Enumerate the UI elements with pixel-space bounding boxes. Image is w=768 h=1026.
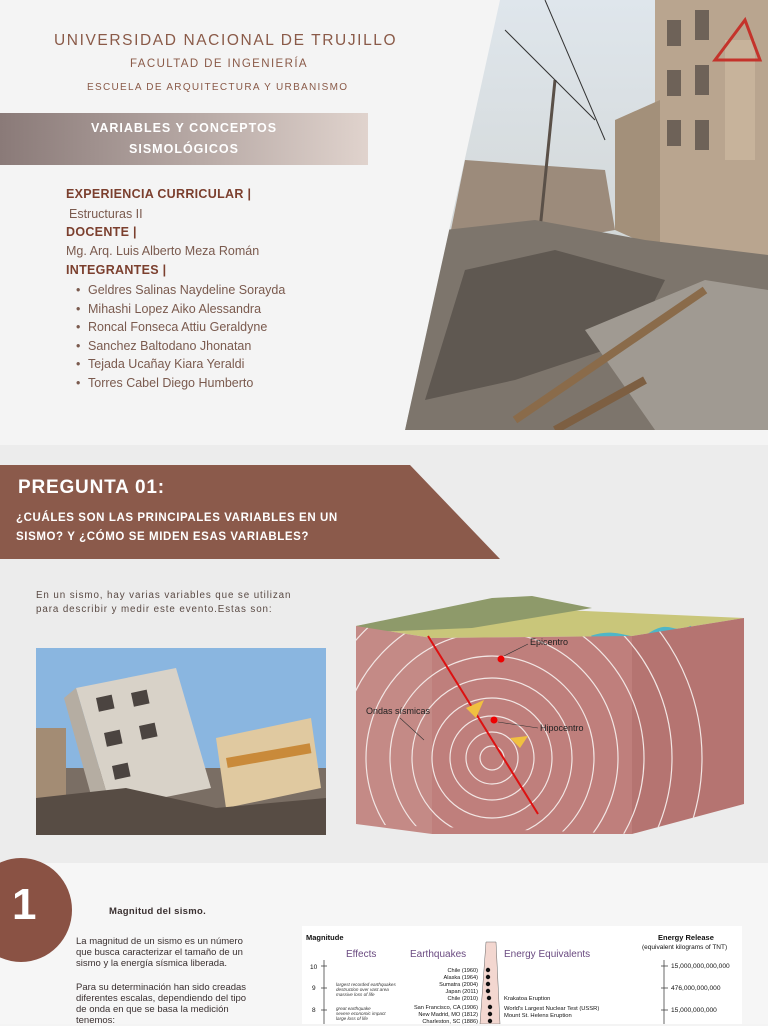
teacher-value: Mg. Arq. Luis Alberto Meza Román	[66, 244, 260, 258]
energy-unit: (equivalent kilograms of TNT)	[642, 944, 728, 951]
collapsed-street-photo	[405, 0, 768, 430]
title-band	[0, 113, 368, 165]
equivalents-header: Energy Equivalents	[504, 949, 591, 960]
magnitude-energy-chart	[302, 926, 742, 1024]
title-line-2: SISMOLÓGICOS	[129, 142, 239, 156]
text-line: Para su determinación han sido creadas	[76, 982, 247, 993]
hypocenter-label: Hipocentro	[540, 723, 584, 733]
course-value: Estructuras II	[69, 207, 143, 221]
earthquake-diagram	[352, 588, 748, 834]
text-line: La magnitud de un sismo es un número	[76, 936, 243, 947]
effect-text: largest recorded earthquakes	[336, 982, 396, 987]
quake-label: New Madrid, MO (1812)	[418, 1012, 478, 1018]
paragraph-1	[76, 936, 286, 969]
equivalent-label: Mount St. Helens Eruption	[504, 1013, 572, 1019]
text-line: de onda en que se basa la medición	[76, 1004, 229, 1015]
course-label: EXPERIENCIA CURRICULAR |	[66, 187, 252, 201]
section-subtitle: Magnitud del sismo.	[109, 906, 207, 917]
text-line: que busca caracterizar el tamaño de un	[76, 947, 243, 958]
quake-label: Charleston, SC (1886)	[422, 1019, 478, 1024]
question-title: PREGUNTA 01:	[18, 477, 165, 498]
energy-header: Energy Release	[658, 933, 714, 942]
quake-label: Sumatra (2004)	[439, 982, 478, 988]
tick-8: 8	[312, 1007, 316, 1014]
list-item: • Tejada Ucañay Kiara Yeraldi	[76, 355, 285, 374]
title-line-1: VARIABLES Y CONCEPTOS	[90, 121, 278, 135]
quake-label: Japan (2011)	[445, 989, 478, 995]
text-line: diferentes escalas, dependiendo del tipo	[76, 993, 247, 1004]
waves-label: Ondas sísmicas	[366, 706, 431, 716]
energy-value: 476,000,000,000	[671, 985, 721, 992]
effect-text: destruction over vast area	[336, 987, 389, 992]
epicenter-marker	[498, 656, 505, 663]
school-name: ESCUELA DE ARQUITECTURA Y URBANISMO	[87, 82, 349, 93]
effect-text: severe economic impact	[336, 1011, 386, 1016]
effect-text: great earthquake	[336, 1006, 371, 1011]
tick-10: 10	[310, 964, 318, 971]
university-name: UNIVERSIDAD NACIONAL DE TRUJILLO	[54, 32, 398, 49]
effects-header: Effects	[346, 949, 377, 960]
faculty-name: FACULTAD DE INGENIERÍA	[130, 58, 308, 70]
text-line: tenemos:	[76, 1015, 116, 1026]
energy-value: 15,000,000,000,000	[671, 963, 730, 970]
quake-label: Chile (1960)	[447, 968, 478, 974]
paragraph-2	[76, 982, 286, 1026]
list-item: • Sanchez Baltodano Jhonatan	[76, 337, 285, 356]
earthquakes-header: Earthquakes	[410, 949, 467, 960]
intro-text	[36, 589, 326, 617]
effect-text: massive loss of life	[336, 992, 375, 997]
collapsed-buildings-photo	[36, 648, 326, 835]
hypocenter-marker	[491, 717, 498, 724]
question-line-1: ¿CUÁLES SON LAS PRINCIPALES VARIABLES EN UN	[16, 512, 338, 524]
tick-9: 9	[312, 985, 316, 992]
list-item: • Mihashi Lopez Aiko Alessandra	[76, 300, 285, 319]
question-text	[16, 509, 416, 547]
teacher-label: DOCENTE |	[66, 225, 137, 239]
intro-line-1: En un sismo, hay varias variables que se utilizan	[36, 590, 292, 601]
quake-label: Chile (2010)	[447, 996, 478, 1002]
members-label: INTEGRANTES |	[66, 263, 167, 277]
text-line: sismo y la energía sísmica liberada.	[76, 958, 228, 969]
question-line-2: SISMO? Y ¿CÓMO SE MIDEN ESAS VARIABLES?	[16, 531, 310, 543]
quake-label: Alaska (1964)	[443, 975, 478, 981]
equivalent-label: Krakatoa Eruption	[504, 996, 551, 1002]
list-item: • Geldres Salinas Naydeline Sorayda	[76, 281, 285, 300]
quake-label: San Francisco, CA (1906)	[413, 1005, 478, 1011]
intro-line-2: para describir y medir este evento.Estas son:	[36, 604, 273, 615]
epicenter-label: Epicentro	[530, 637, 569, 647]
effect-text: large loss of life	[336, 1016, 368, 1021]
list-item: • Torres Cabel Diego Humberto	[76, 374, 285, 393]
energy-value: 15,000,000,000	[671, 1007, 717, 1014]
magnitude-axis-label: Magnitude	[306, 933, 344, 942]
members-list	[76, 281, 285, 393]
section-number: 1	[12, 880, 37, 929]
equivalent-label: World's Largest Nuclear Test (USSR)	[504, 1006, 600, 1012]
list-item: • Roncal Fonseca Attiu Geraldyne	[76, 318, 285, 337]
